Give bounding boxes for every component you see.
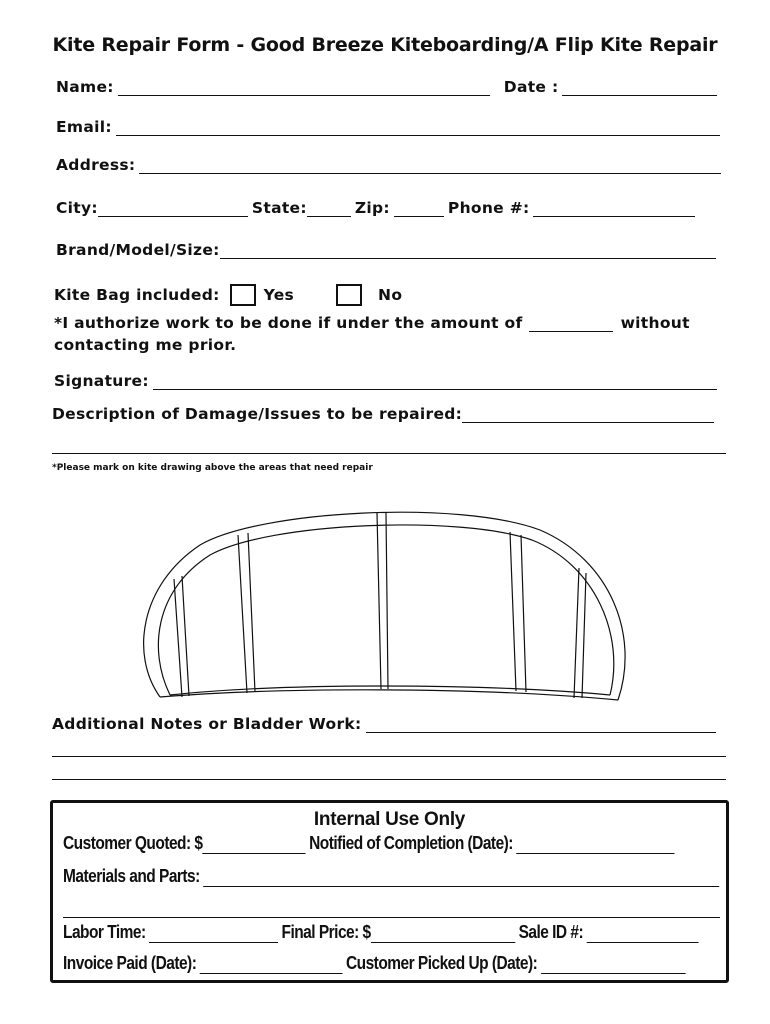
name-field[interactable] bbox=[118, 80, 490, 96]
materials-row bbox=[63, 866, 723, 887]
kite-strut-1 bbox=[174, 576, 189, 697]
date-field[interactable] bbox=[562, 80, 717, 96]
authorize-row-2 bbox=[54, 336, 236, 354]
name-date-row bbox=[56, 78, 721, 96]
picked-up-field[interactable] bbox=[541, 958, 685, 974]
final-price-field[interactable] bbox=[371, 927, 515, 943]
invoice-paid-label: Invoice Paid (Date): bbox=[63, 953, 197, 973]
kite-bag-yes-checkbox[interactable] bbox=[230, 284, 256, 306]
email-field[interactable] bbox=[116, 120, 720, 136]
materials-label: Materials and Parts: bbox=[63, 866, 200, 886]
kite-strut-4 bbox=[510, 532, 526, 692]
kite-drawing[interactable] bbox=[130, 505, 630, 705]
additional-notes-row bbox=[52, 715, 720, 733]
zip-label: Zip: bbox=[354, 199, 390, 217]
kite-bag-row bbox=[54, 284, 402, 306]
labor-time-field[interactable] bbox=[149, 927, 278, 943]
state-label: State: bbox=[251, 199, 307, 217]
materials-line-2[interactable] bbox=[63, 917, 720, 918]
signature-row bbox=[54, 372, 721, 390]
state-field[interactable] bbox=[307, 201, 351, 217]
additional-notes-field[interactable] bbox=[366, 717, 716, 733]
notified-label: Notified of Completion (Date): bbox=[309, 833, 513, 853]
damage-row bbox=[52, 405, 718, 423]
phone-label: Phone #: bbox=[447, 199, 530, 217]
materials-field[interactable] bbox=[203, 871, 719, 887]
authorize-text-3: contacting me prior. bbox=[54, 336, 237, 354]
address-row bbox=[56, 156, 725, 174]
kite-bag-yes-label: Yes bbox=[263, 286, 295, 304]
phone-field[interactable] bbox=[533, 201, 695, 217]
brand-label: Brand/Model/Size: bbox=[56, 241, 220, 259]
invoice-paid-field[interactable] bbox=[200, 958, 343, 974]
address-label: Address: bbox=[56, 156, 136, 174]
email-label: Email: bbox=[56, 118, 112, 136]
authorize-row bbox=[54, 314, 690, 332]
brand-field[interactable] bbox=[220, 243, 716, 259]
quote-notify-row bbox=[63, 833, 678, 854]
customer-quoted-field[interactable] bbox=[203, 838, 306, 854]
date-label: Date : bbox=[503, 78, 559, 96]
brand-row bbox=[56, 241, 720, 259]
name-label: Name: bbox=[56, 78, 114, 96]
damage-label: Description of Damage/Issues to be repaired: bbox=[52, 405, 463, 423]
additional-notes-line-3[interactable] bbox=[52, 779, 726, 780]
kite-strut-5 bbox=[574, 568, 586, 698]
sale-id-field[interactable] bbox=[587, 927, 699, 943]
internal-use-box bbox=[50, 800, 729, 983]
invoice-pickup-row bbox=[63, 953, 689, 974]
email-row bbox=[56, 118, 724, 136]
authorize-amount-field[interactable] bbox=[529, 316, 613, 332]
kite-outer-edge bbox=[144, 512, 625, 700]
kite-bag-no-label: No bbox=[378, 286, 403, 304]
zip-field[interactable] bbox=[394, 201, 444, 217]
signature-field[interactable] bbox=[153, 374, 717, 390]
kite-strut-3 bbox=[377, 513, 388, 689]
sale-id-label: Sale ID #: bbox=[518, 922, 584, 942]
picked-up-label: Customer Picked Up (Date): bbox=[345, 953, 538, 973]
final-price-label: Final Price: $ bbox=[281, 922, 371, 942]
authorize-text-2: without bbox=[620, 314, 690, 332]
kite-bag-no-checkbox[interactable] bbox=[336, 284, 362, 306]
customer-quoted-label: Customer Quoted: $ bbox=[63, 833, 203, 853]
kite-strut-2 bbox=[238, 533, 255, 693]
city-field[interactable] bbox=[98, 201, 248, 217]
notified-field[interactable] bbox=[516, 838, 674, 854]
signature-label: Signature: bbox=[54, 372, 149, 390]
authorize-text: *I authorize work to be done if under the amount of bbox=[54, 314, 523, 332]
kite-trailing-edge bbox=[160, 690, 618, 700]
kite-bag-label: Kite Bag included: bbox=[54, 286, 220, 304]
labor-price-sale-row bbox=[63, 922, 702, 943]
internal-use-title: Internal Use Only bbox=[313, 809, 466, 830]
additional-notes-label: Additional Notes or Bladder Work: bbox=[52, 715, 362, 733]
city-label: City: bbox=[56, 199, 98, 217]
drawing-note: *Please mark on kite drawing above the areas that need repair bbox=[52, 463, 373, 473]
city-state-zip-phone-row bbox=[56, 199, 699, 217]
additional-notes-line-2[interactable] bbox=[52, 756, 726, 757]
damage-extra-line[interactable] bbox=[52, 453, 726, 454]
labor-time-label: Labor Time: bbox=[63, 922, 146, 942]
form-title: Kite Repair Form - Good Breeze Kiteboarding/A Flip Kite Repair bbox=[52, 34, 718, 56]
damage-field[interactable] bbox=[462, 407, 714, 423]
address-field[interactable] bbox=[139, 158, 721, 174]
